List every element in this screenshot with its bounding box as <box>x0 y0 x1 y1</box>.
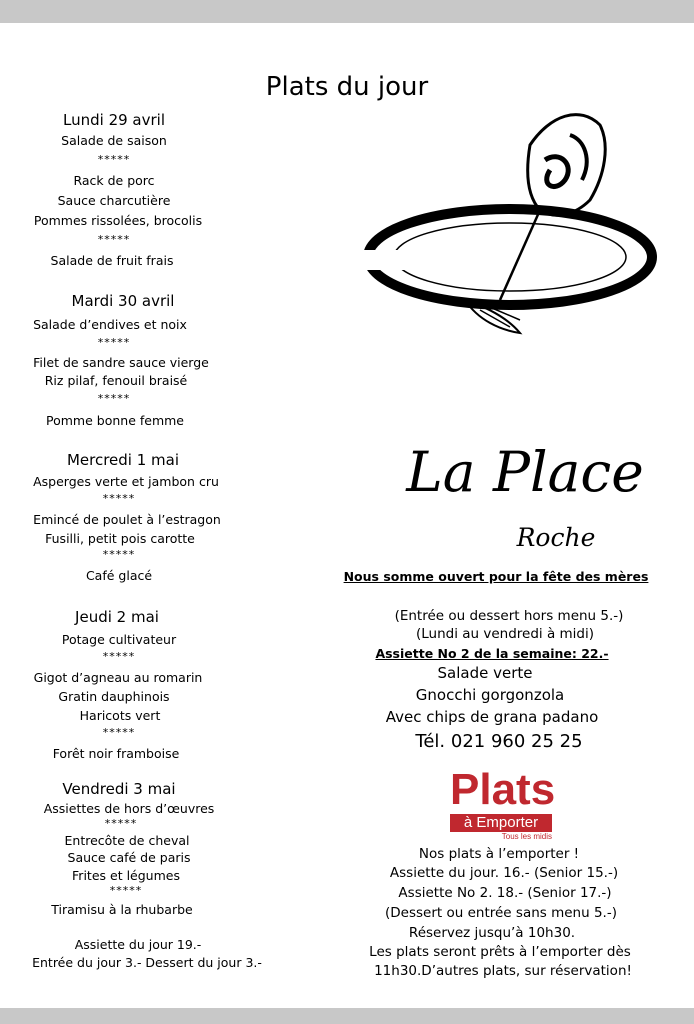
separator: ***** <box>102 492 136 505</box>
menu-item: Haricots vert <box>79 708 161 723</box>
menu-item: Sauce café de paris <box>67 850 191 865</box>
menu-item: Salade de saison <box>61 133 167 148</box>
assiette-item: Salade verte <box>437 664 533 682</box>
footer-price: Entrée du jour 3.- Dessert du jour 3.- <box>32 955 262 970</box>
takeaway-logo <box>450 765 556 842</box>
menu-item: Frites et légumes <box>72 868 180 883</box>
takeaway-line: Nos plats à l’emporter ! <box>418 846 580 862</box>
takeaway-line: 11h30.D’autres plats, sur réservation! <box>374 963 632 979</box>
menu-item: Salade d’endives et noix <box>33 317 187 332</box>
open-notice: Nous somme ouvert pour la fête des mères <box>343 569 649 584</box>
menu-item: Pomme bonne femme <box>46 413 184 428</box>
menu-item: Sauce charcutière <box>57 193 171 208</box>
menu-info: (Entrée ou dessert hors menu 5.-) <box>394 608 624 624</box>
separator: ***** <box>97 153 131 166</box>
separator: ***** <box>97 336 131 349</box>
menu-item: Salade de fruit frais <box>50 253 174 268</box>
menu-item: Rack de porc <box>73 173 155 188</box>
bottom-bar <box>0 1008 694 1024</box>
menu-item: Emincé de poulet à l’estragon <box>33 512 221 527</box>
menu-item: Tiramisu à la rhubarbe <box>51 902 193 917</box>
separator: ***** <box>109 884 143 897</box>
menu-item: Café glacé <box>85 568 153 583</box>
assiette-item: Gnocchi gorgonzola <box>415 686 565 704</box>
page-title: Plats du jour <box>265 72 429 102</box>
separator: ***** <box>102 726 136 739</box>
separator: ***** <box>102 548 136 561</box>
takeaway-line: Les plats seront prêts à l’emporter dès <box>369 944 631 960</box>
takeaway-line: (Dessert ou entrée sans menu 5.-) <box>385 905 617 921</box>
day-title: Mardi 30 avril <box>71 292 175 310</box>
day-title: Mercredi 1 mai <box>66 451 180 469</box>
menu-item: Forêt noir framboise <box>52 746 180 761</box>
phone-number: Tél. 021 960 25 25 <box>415 731 583 752</box>
day-title: Lundi 29 avril <box>63 111 165 129</box>
menu-item: Potage cultivateur <box>61 632 177 647</box>
takeaway-line: Assiette No 2. 18.- (Senior 17.-) <box>398 885 612 901</box>
takeaway-line: Assiette du jour. 16.- (Senior 15.-) <box>389 865 619 881</box>
footer-price: Assiette du jour 19.- <box>74 937 202 952</box>
restaurant-logo-name: La Place <box>406 440 644 504</box>
restaurant-logo-sub: Roche <box>516 523 596 552</box>
menu-item: Asperges verte et jambon cru <box>33 474 219 489</box>
top-bar <box>0 0 694 23</box>
menu-item: Entrecôte de cheval <box>64 833 190 848</box>
menu-item: Fusilli, petit pois carotte <box>45 531 195 546</box>
day-title: Vendredi 3 mai <box>62 780 176 798</box>
takeaway-line: Réservez jusqu’à 10h30. <box>408 925 576 941</box>
menu-item: Filet de sandre sauce vierge <box>33 355 209 370</box>
separator: ***** <box>104 817 138 830</box>
separator: ***** <box>97 233 131 246</box>
menu-item: Assiettes de hors d’œuvres <box>43 801 215 816</box>
plate-glass-illustration <box>360 105 660 345</box>
menu-item: Pommes rissolées, brocolis <box>33 213 203 228</box>
assiette-title: Assiette No 2 de la semaine: 22.- <box>375 646 609 661</box>
takeaway-logo-band: à Emporter <box>450 814 552 832</box>
takeaway-logo-tag: Tous les midis <box>501 832 552 841</box>
day-title: Jeudi 2 mai <box>75 608 159 626</box>
separator: ***** <box>102 650 136 663</box>
separator: ***** <box>97 392 131 405</box>
menu-item: Riz pilaf, fenouil braisé <box>44 373 188 388</box>
menu-item: Gigot d’agneau au romarin <box>33 670 203 685</box>
menu-item: Gratin dauphinois <box>58 689 170 704</box>
assiette-item: Avec chips de grana padano <box>385 708 599 726</box>
takeaway-logo-word: Plats <box>450 765 556 814</box>
menu-info: (Lundi au vendredi à midi) <box>415 626 595 642</box>
